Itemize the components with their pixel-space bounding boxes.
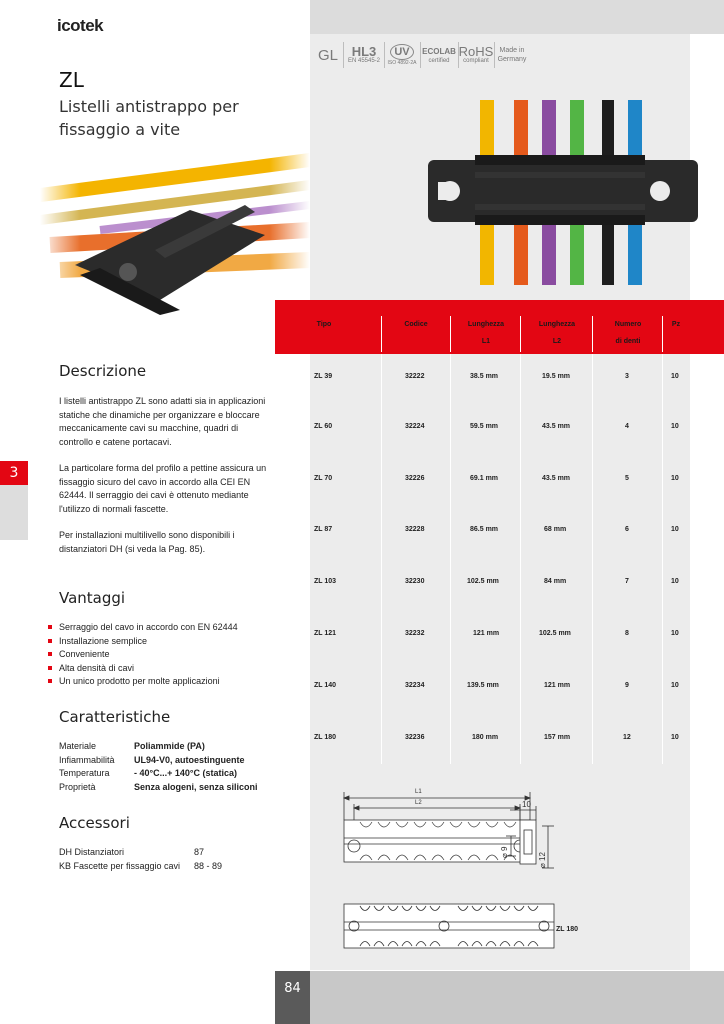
cert-uv — [385, 40, 419, 70]
cert-gl-label: GL — [317, 46, 338, 64]
th-numero-sub: di denti — [615, 338, 641, 345]
chapter-tab: 3 — [0, 461, 28, 485]
cell-pz: 10 — [671, 526, 679, 533]
cell-pz: 10 — [671, 682, 679, 689]
bullet-square-icon — [48, 652, 52, 656]
dim-l2-label: L2 — [415, 800, 422, 806]
cell-denti: 3 — [625, 373, 629, 380]
cell-l2: 157 mm — [544, 734, 571, 741]
cell-denti: 9 — [625, 682, 629, 689]
cell-denti: 12 — [623, 734, 631, 741]
descrizione-paragraph: La particolare forma del profilo a pettine assicura un fissaggio sicuro del cavo in accordo alla CEI EN 62444. Il serraggio dei cavi è ottenuto mediante l'utilizzo di normali fascette. — [59, 463, 267, 514]
dim-12-label: ⌀ 12 — [538, 852, 547, 868]
cert-rohs-label: RoHS — [458, 44, 494, 59]
cell-denti: 5 — [625, 475, 629, 482]
cell-tipo: ZL 39 — [314, 373, 333, 380]
technical-drawing — [330, 780, 600, 960]
spec-key: Temperatura — [59, 768, 110, 778]
cert-hl3-norm: EN 45545-2 — [347, 58, 381, 64]
cell-l1: 59.5 mm — [470, 423, 499, 430]
cell-pz: 10 — [671, 475, 679, 482]
cell-codice: 32236 — [405, 734, 425, 741]
cell-denti: 6 — [625, 526, 629, 533]
cert-uv-label: UV — [390, 44, 414, 60]
list-item — [48, 635, 278, 649]
list-item — [48, 662, 278, 676]
brand-logo-text: icotek — [57, 16, 104, 35]
column-divider — [662, 354, 663, 764]
th-lunghezza-l2-sub: L2 — [552, 338, 562, 345]
page-number: 84 — [275, 971, 310, 1024]
cell-codice: 32230 — [405, 578, 425, 585]
cell-l2: 102.5 mm — [539, 630, 571, 637]
dim-l1-label: L1 — [415, 789, 422, 795]
chapter-tab-marker — [0, 485, 28, 540]
cell-l2: 68 mm — [544, 526, 567, 533]
th-lunghezza-l1-sub: L1 — [481, 338, 491, 345]
list-item — [48, 675, 278, 689]
accessory-name: DH Distanziatori — [59, 847, 125, 857]
drawing-caption: ZL 180 — [556, 926, 579, 933]
cell-codice: 32234 — [405, 682, 425, 689]
spec-value: UL94-V0, autoestinguente — [134, 754, 245, 765]
spec-key: Materiale — [59, 741, 97, 751]
header-divider — [520, 316, 521, 352]
product-photo-mounted — [40, 150, 310, 330]
cell-tipo: ZL 140 — [314, 682, 337, 689]
column-divider — [381, 354, 382, 764]
cell-l1: 38.5 mm — [470, 373, 499, 380]
spec-key: Proprietà — [59, 781, 96, 792]
accessory-page: 87 — [194, 847, 205, 857]
cell-codice: 32226 — [405, 475, 425, 482]
cell-tipo: ZL 180 — [314, 734, 337, 741]
cell-l1: 139.5 mm — [467, 682, 499, 689]
th-tipo: Tipo — [316, 321, 332, 328]
spec-key: Infiammabilità — [59, 754, 115, 765]
cell-tipo: ZL 103 — [314, 578, 337, 585]
list-item-text: Installazione semplice — [59, 635, 148, 646]
brand-logo — [57, 16, 103, 36]
cert-ecolab — [421, 40, 457, 70]
cell-denti: 8 — [625, 630, 629, 637]
descrizione-paragraph: Per installazioni multilivello sono disponibili i distanziatori DH (si veda la Pag. 85). — [59, 530, 235, 554]
descrizione-heading: Descrizione — [59, 362, 147, 380]
dim-9-label: ⌀ 9 — [500, 846, 509, 858]
th-lunghezza-l2: Lunghezza — [538, 321, 576, 328]
top-strip — [310, 0, 724, 34]
cell-l1: 69.1 mm — [470, 475, 499, 482]
cell-pz: 10 — [671, 578, 679, 585]
descrizione-paragraph: I listelli antistrappo ZL sono adatti sia in applicazioni statiche che dinamiche per organizzare e bloccare meccanicamente cavi su macchine, quadri di controllo e catene portacavi. — [59, 396, 266, 447]
header-divider — [381, 316, 382, 352]
vantaggi-list — [48, 621, 278, 689]
column-divider — [450, 354, 451, 764]
cert-divider — [343, 42, 344, 68]
cell-pz: 10 — [671, 734, 679, 741]
cert-rohs-note: compliant — [463, 58, 489, 64]
cert-made-in-country: Germany — [497, 56, 527, 63]
cell-pz: 10 — [671, 373, 679, 380]
list-item-text: Un unico prodotto per molte applicazioni — [59, 676, 220, 686]
product-code: ZL — [59, 68, 84, 92]
spec-value: Poliammide (PA) — [134, 741, 205, 751]
cell-codice: 32222 — [405, 373, 425, 380]
cert-gl — [314, 40, 342, 70]
cell-tipo: ZL 87 — [314, 526, 333, 533]
cell-pz: 10 — [671, 630, 679, 637]
header-divider — [662, 316, 663, 352]
product-photo-front — [420, 100, 700, 285]
product-name: Listelli antistrappo per fissaggio a vite — [59, 97, 239, 139]
cert-hl3-label: HL3 — [351, 44, 377, 59]
bullet-square-icon — [48, 639, 52, 643]
accessori-heading: Accessori — [59, 814, 130, 832]
cert-ecolab-note: certified — [428, 58, 450, 64]
footer-bar — [310, 971, 724, 1024]
header-divider — [592, 316, 593, 352]
cert-uv-norm: ISO 4892-2A — [387, 59, 417, 66]
vantaggi-heading: Vantaggi — [59, 589, 126, 607]
list-item — [48, 648, 278, 662]
cell-tipo: ZL 70 — [314, 475, 333, 482]
cell-tipo: ZL 60 — [314, 423, 333, 430]
list-item — [48, 621, 278, 635]
cell-tipo: ZL 121 — [314, 630, 337, 637]
cell-l1: 121 mm — [473, 630, 500, 637]
cell-l1: 180 mm — [472, 734, 499, 741]
cell-denti: 4 — [625, 423, 629, 430]
th-lunghezza-l1: Lunghezza — [467, 321, 505, 328]
list-item-text: Serraggio del cavo in accordo con EN 62444 — [59, 622, 238, 632]
cert-rohs — [459, 40, 493, 70]
list-item-text: Conveniente — [59, 649, 110, 659]
cert-made-in — [495, 40, 529, 70]
cell-l2: 19.5 mm — [542, 373, 571, 380]
accessory-name: KB Fascette per fissaggio cavi — [59, 860, 181, 871]
cell-codice: 32228 — [405, 526, 425, 533]
cell-l2: 84 mm — [544, 578, 567, 585]
cell-codice: 32232 — [405, 630, 425, 637]
dim-width-label: 10 — [522, 800, 531, 809]
column-divider — [520, 354, 521, 764]
caratteristiche-heading: Caratteristiche — [59, 708, 171, 726]
cell-l1: 86.5 mm — [470, 526, 499, 533]
accessory-page: 88 - 89 — [194, 860, 223, 871]
spec-value: - 40°C...+ 140°C (statica) — [134, 768, 237, 778]
cert-ecolab-label: ECOLAB — [422, 47, 456, 56]
cell-denti: 7 — [625, 578, 629, 585]
bullet-square-icon — [48, 679, 52, 683]
cert-made-in-label: Made in — [499, 47, 525, 54]
cell-pz: 10 — [671, 423, 679, 430]
column-divider — [592, 354, 593, 764]
header-divider — [450, 316, 451, 352]
bullet-square-icon — [48, 666, 52, 670]
cell-l2: 43.5 mm — [542, 475, 571, 482]
th-numero: Numero — [614, 321, 642, 328]
cert-hl3 — [345, 40, 383, 70]
th-codice: Codice — [404, 321, 428, 328]
cell-l2: 43.5 mm — [542, 423, 571, 430]
cell-codice: 32224 — [405, 423, 425, 430]
th-pz: Pz — [671, 321, 681, 328]
list-item-text: Alta densità di cavi — [59, 662, 135, 673]
spec-value: Senza alogeni, senza siliconi — [134, 781, 258, 792]
bullet-square-icon — [48, 625, 52, 629]
cell-l2: 121 mm — [544, 682, 571, 689]
cell-l1: 102.5 mm — [467, 578, 499, 585]
